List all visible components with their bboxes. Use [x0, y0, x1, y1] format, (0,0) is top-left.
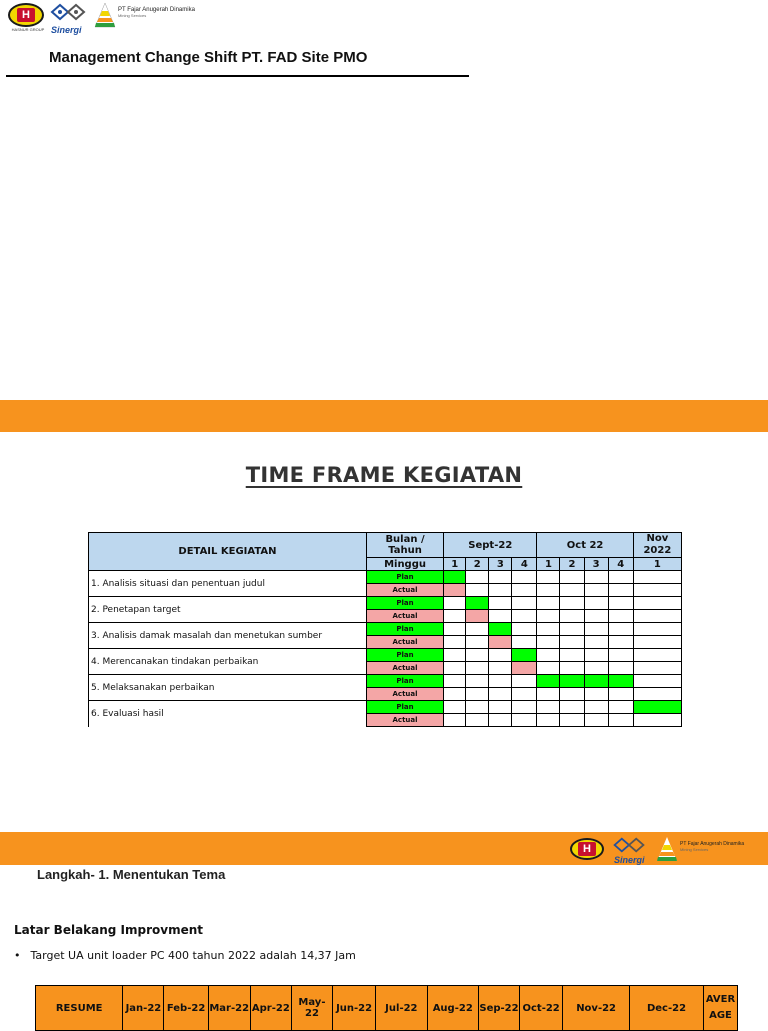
week-cell	[584, 701, 608, 714]
bullet-dot-icon: •	[14, 949, 21, 962]
week-cell	[608, 597, 633, 610]
week-cell	[608, 584, 633, 597]
week-cell	[537, 584, 560, 597]
week-cell	[512, 636, 537, 649]
fad-company-text	[118, 7, 195, 18]
week-cell	[489, 714, 512, 727]
week-cell	[512, 584, 537, 597]
week-cell	[512, 597, 537, 610]
slide1-title: Management Change Shift PT. FAD Site PMO	[49, 49, 368, 66]
week-cell	[512, 714, 537, 727]
month-header-nov	[633, 533, 681, 558]
fad-logo	[94, 2, 116, 33]
week-cell	[466, 623, 489, 636]
week-cell	[537, 636, 560, 649]
week-cell	[633, 649, 681, 662]
week-cell	[608, 688, 633, 701]
slide1-title-underline	[6, 75, 469, 77]
time-frame-title	[0, 463, 768, 487]
month-header-sept: Sept-22	[444, 533, 537, 558]
resume-header-label: RESUME	[36, 986, 123, 1031]
week-cell	[608, 571, 633, 584]
orange-band-1	[0, 400, 768, 432]
week-cell	[466, 714, 489, 727]
actual-label: Actual	[366, 610, 443, 623]
resume-header-month: Nov-22	[563, 986, 630, 1031]
actual-label: Actual	[366, 636, 443, 649]
hasnur-logo-caption: HASNUR GROUP	[11, 27, 45, 32]
week-cell	[633, 714, 681, 727]
week-cell	[633, 688, 681, 701]
week-cell	[560, 701, 584, 714]
resume-header-month: Jul-22	[376, 986, 427, 1031]
plan-label: Plan	[366, 571, 443, 584]
week-cell	[584, 636, 608, 649]
week-header: 1	[537, 558, 560, 571]
plan-week-cell-filled	[512, 649, 537, 662]
week-cell	[466, 688, 489, 701]
week-cell	[512, 688, 537, 701]
week-header: 2	[560, 558, 584, 571]
hasnur-logo	[8, 3, 48, 32]
bullet-item	[14, 949, 356, 962]
actual-week-cell-filled	[444, 584, 466, 597]
week-cell	[608, 649, 633, 662]
activity-name: 5. Melaksanakan perbaikan	[89, 675, 367, 701]
fad-company-text-small	[680, 841, 744, 852]
week-cell	[537, 649, 560, 662]
week-cell	[633, 623, 681, 636]
week-cell	[489, 610, 512, 623]
week-cell	[537, 571, 560, 584]
plan-week-cell-filled	[444, 571, 466, 584]
plan-week-cell-filled	[489, 623, 512, 636]
week-cell	[512, 675, 537, 688]
week-cell	[466, 675, 489, 688]
week-cell	[489, 571, 512, 584]
week-cell	[633, 675, 681, 688]
resume-header-average: AVERAGE	[704, 986, 738, 1031]
week-cell	[584, 623, 608, 636]
week-cell	[444, 597, 466, 610]
week-cell	[489, 584, 512, 597]
actual-label: Actual	[366, 688, 443, 701]
hasnur-logo-small-letter: H	[578, 842, 596, 856]
week-cell	[584, 597, 608, 610]
week-cell	[584, 714, 608, 727]
week-cell	[512, 623, 537, 636]
actual-week-cell-filled	[466, 610, 489, 623]
activity-plan-row	[89, 623, 682, 636]
sinergi-logo-text: Sinergi	[51, 25, 82, 35]
week-cell	[608, 610, 633, 623]
week-cell	[466, 636, 489, 649]
sinergi-logo-small-text: Sinergi	[614, 855, 645, 865]
week-cell	[560, 584, 584, 597]
week-cell	[466, 571, 489, 584]
week-header: 1	[633, 558, 681, 571]
week-cell	[608, 714, 633, 727]
sinergi-emblem-icon	[50, 2, 86, 22]
activity-plan-row	[89, 571, 682, 584]
fad-triangle-small-icon	[656, 836, 678, 862]
activity-name: 2. Penetapan target	[89, 597, 367, 623]
bulan-tahun-header: Bulan / Tahun	[366, 533, 443, 558]
week-cell	[537, 623, 560, 636]
week-cell	[608, 636, 633, 649]
week-cell	[584, 610, 608, 623]
week-cell	[444, 675, 466, 688]
week-cell	[489, 597, 512, 610]
plan-label: Plan	[366, 701, 443, 714]
plan-week-cell-filled	[537, 675, 560, 688]
week-cell	[584, 584, 608, 597]
fad-company-name-small: PT Fajar Anugerah Dinamika	[680, 841, 745, 847]
time-frame-title-text: TIME FRAME KEGIATAN	[245, 463, 523, 487]
plan-week-cell-filled	[584, 675, 608, 688]
week-cell	[633, 610, 681, 623]
week-cell	[584, 688, 608, 701]
week-cell	[466, 584, 489, 597]
activity-name: 4. Merencanakan tindakan perbaikan	[89, 649, 367, 675]
bullet-text: Target UA unit loader PC 400 tahun 2022 adalah 14,37 Jam	[30, 949, 356, 962]
plan-week-cell-filled	[608, 675, 633, 688]
week-cell	[560, 662, 584, 675]
activity-name: 3. Analisis damak masalah dan menetukan sumber	[89, 623, 367, 649]
week-cell	[537, 701, 560, 714]
month-header-oct: Oct 22	[537, 533, 633, 558]
hasnur-logo-letter: H	[17, 8, 35, 22]
sinergi-logo	[50, 2, 90, 34]
resume-header-month: Apr-22	[250, 986, 291, 1031]
actual-label: Actual	[366, 584, 443, 597]
fad-logo-small	[656, 836, 678, 867]
actual-week-cell-filled	[489, 636, 512, 649]
week-cell	[584, 649, 608, 662]
langkah-heading: Langkah- 1. Menentukan Tema	[37, 867, 226, 882]
hasnur-logo-small	[570, 838, 604, 860]
week-cell	[633, 584, 681, 597]
week-cell	[466, 649, 489, 662]
sinergi-emblem-small-icon	[612, 836, 646, 854]
week-cell	[537, 688, 560, 701]
resume-header-month: Feb-22	[164, 986, 208, 1031]
resume-header-month: Mar-22	[208, 986, 250, 1031]
time-frame-table	[88, 532, 682, 727]
week-cell	[608, 623, 633, 636]
week-cell	[444, 662, 466, 675]
week-cell	[512, 610, 537, 623]
activity-plan-row	[89, 701, 682, 714]
week-header: 3	[584, 558, 608, 571]
plan-label: Plan	[366, 675, 443, 688]
week-cell	[537, 662, 560, 675]
week-cell	[608, 662, 633, 675]
activity-plan-row	[89, 675, 682, 688]
week-cell	[633, 636, 681, 649]
actual-label: Actual	[366, 662, 443, 675]
week-cell	[537, 610, 560, 623]
week-cell	[633, 571, 681, 584]
activity-plan-row	[89, 597, 682, 610]
actual-label: Actual	[366, 714, 443, 727]
week-cell	[560, 688, 584, 701]
week-header: 4	[608, 558, 633, 571]
detail-kegiatan-header: DETAIL KEGIATAN	[89, 533, 367, 571]
latar-belakang-heading: Latar Belakang Improvment	[14, 923, 204, 937]
fad-company-name: PT Fajar Anugerah Dinamika	[118, 7, 195, 13]
resume-header-month: Jun-22	[333, 986, 376, 1031]
resume-header-month: May-22	[291, 986, 332, 1031]
week-cell	[584, 571, 608, 584]
week-cell	[512, 701, 537, 714]
week-cell	[537, 597, 560, 610]
week-header: 1	[444, 558, 466, 571]
week-cell	[560, 714, 584, 727]
orange-band-2	[0, 832, 768, 865]
minggu-header: Minggu	[366, 558, 443, 571]
resume-header-month: Aug-22	[427, 986, 478, 1031]
week-cell	[608, 701, 633, 714]
week-header: 4	[512, 558, 537, 571]
plan-week-cell-filled	[633, 701, 681, 714]
week-cell	[560, 623, 584, 636]
week-cell	[489, 688, 512, 701]
week-cell	[512, 571, 537, 584]
plan-label: Plan	[366, 649, 443, 662]
week-cell	[537, 714, 560, 727]
week-cell	[444, 701, 466, 714]
week-cell	[466, 701, 489, 714]
month-header-nov-label: Nov 2022	[643, 533, 672, 556]
week-cell	[444, 636, 466, 649]
week-cell	[489, 649, 512, 662]
week-cell	[489, 701, 512, 714]
week-cell	[466, 662, 489, 675]
week-cell	[444, 649, 466, 662]
week-cell	[560, 649, 584, 662]
week-header: 2	[466, 558, 489, 571]
sinergi-logo-small	[612, 836, 646, 865]
activity-name: 1. Analisis situasi dan penentuan judul	[89, 571, 367, 597]
week-cell	[489, 675, 512, 688]
week-cell	[560, 597, 584, 610]
fad-triangle-icon	[94, 2, 116, 28]
week-cell	[489, 662, 512, 675]
resume-header-month: Oct-22	[520, 986, 563, 1031]
resume-table	[35, 985, 738, 1031]
week-cell	[584, 662, 608, 675]
plan-label: Plan	[366, 597, 443, 610]
week-cell	[560, 571, 584, 584]
week-cell	[444, 688, 466, 701]
week-cell	[633, 597, 681, 610]
week-cell	[444, 714, 466, 727]
resume-header-month: Dec-22	[630, 986, 704, 1031]
week-cell	[444, 623, 466, 636]
week-cell	[444, 610, 466, 623]
resume-header-month: Jan-22	[123, 986, 164, 1031]
week-cell	[560, 636, 584, 649]
activity-name: 6. Evaluasi hasil	[89, 701, 367, 727]
activity-plan-row	[89, 649, 682, 662]
actual-week-cell-filled	[512, 662, 537, 675]
plan-label: Plan	[366, 623, 443, 636]
plan-week-cell-filled	[560, 675, 584, 688]
fad-company-sub-small: Mining Services	[680, 847, 709, 852]
week-cell	[560, 610, 584, 623]
fad-company-sub: Mining Services	[118, 13, 147, 18]
week-header: 3	[489, 558, 512, 571]
resume-header-month: Sep-22	[478, 986, 519, 1031]
plan-week-cell-filled	[466, 597, 489, 610]
week-cell	[633, 662, 681, 675]
